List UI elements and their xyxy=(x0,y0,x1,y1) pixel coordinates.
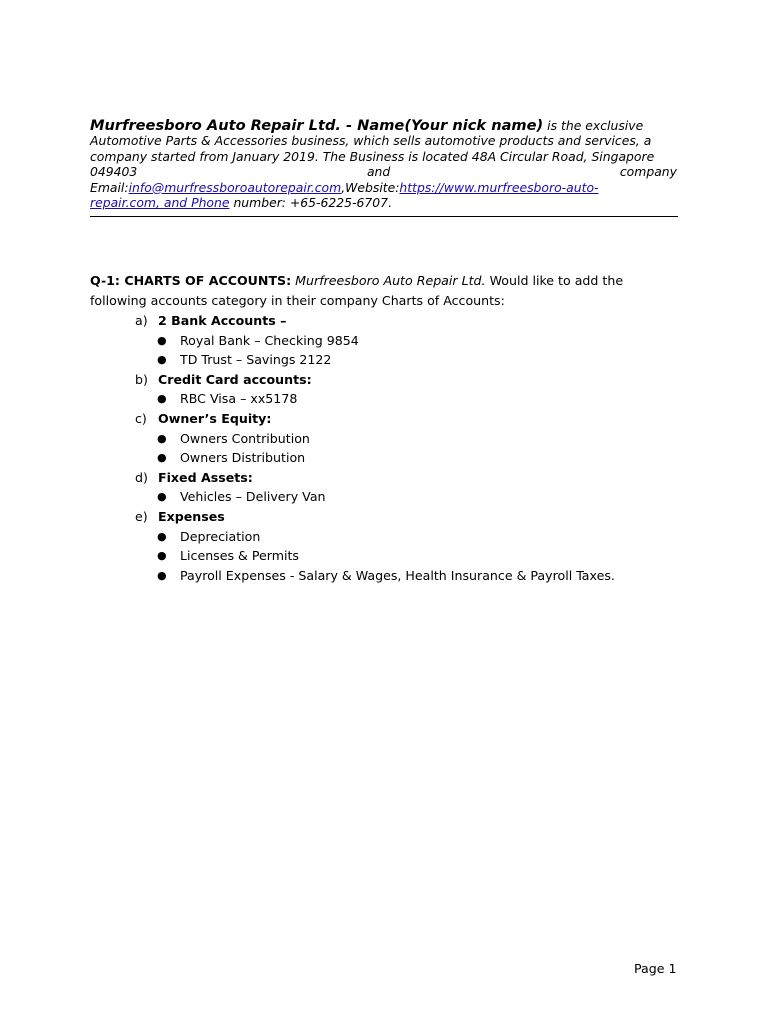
list-item xyxy=(135,331,695,351)
bullet-icon: ● xyxy=(157,392,167,406)
accounts-list xyxy=(135,311,695,585)
list-item xyxy=(135,527,695,547)
category-bank xyxy=(135,311,695,331)
category-letter: d) xyxy=(135,469,148,485)
header-contact-line xyxy=(90,180,677,195)
category-title: 2 Bank Accounts – xyxy=(158,313,287,328)
list-item xyxy=(135,546,695,566)
list-item-text: RBC Visa – xx5178 xyxy=(180,391,298,407)
category-title: Fixed Assets: xyxy=(158,469,253,485)
header-line4 xyxy=(90,164,677,179)
question-text-tail: Would like to add the xyxy=(489,273,624,288)
header-and: and xyxy=(366,164,391,180)
list-item-text: Owners Distribution xyxy=(180,450,306,466)
list-item-text: Licenses & Permits xyxy=(180,548,299,564)
bullet-icon: ● xyxy=(157,549,167,563)
category-fixed-assets xyxy=(135,468,695,488)
bullet-icon: ● xyxy=(157,490,167,504)
list-item xyxy=(135,448,695,468)
category-credit-card xyxy=(135,370,695,390)
page-number: Page 1 xyxy=(634,961,677,976)
category-letter: b) xyxy=(135,371,148,387)
email-label: Email: xyxy=(90,179,129,195)
category-title: Owner’s Equity: xyxy=(158,410,272,426)
category-title: Expenses xyxy=(158,508,225,524)
header-company-word: company xyxy=(619,164,677,180)
category-title: Credit Card accounts: xyxy=(158,371,312,387)
list-item xyxy=(135,566,695,586)
category-letter: e) xyxy=(135,508,148,524)
list-item xyxy=(135,487,695,507)
bullet-icon: ● xyxy=(157,353,167,367)
category-expenses xyxy=(135,507,695,527)
bullet-icon: ● xyxy=(157,431,167,445)
company-name: Murfreesboro Auto Repair Ltd. - Name(Your nick name) xyxy=(90,117,544,134)
website-link[interactable]: https://www.murfreesboro-auto- xyxy=(399,179,599,195)
question-label: Q-1: CHARTS OF ACCOUNTS: xyxy=(90,273,292,288)
bullet-icon: ● xyxy=(157,529,167,543)
header-line3: company started from January 2019. The Business is located 48A Circular Road, Singapore xyxy=(90,148,655,164)
category-letter: c) xyxy=(135,410,147,426)
list-item xyxy=(135,350,695,370)
postal-code: 049403 xyxy=(90,164,138,180)
list-item-text: Vehicles – Delivery Van xyxy=(180,489,326,505)
question-text-line2: following accounts category in their company Charts of Accounts: xyxy=(90,293,505,308)
list-item-text: Royal Bank – Checking 9854 xyxy=(180,332,359,348)
header-line1-tail: is the exclusive xyxy=(547,118,644,133)
category-owners-equity xyxy=(135,409,695,429)
bullet-icon: ● xyxy=(157,451,167,465)
email-link[interactable]: info@murfressboroautorepair.com xyxy=(128,179,342,195)
bullet-icon: ● xyxy=(157,333,167,347)
website-link-cont[interactable]: repair.com, and Phone xyxy=(90,195,230,211)
list-item-text: TD Trust – Savings 2122 xyxy=(180,352,332,368)
question-intro xyxy=(90,271,677,311)
website-label: ,Website: xyxy=(341,179,400,195)
list-item-text: Depreciation xyxy=(180,528,261,544)
list-item xyxy=(135,389,695,409)
bullet-icon: ● xyxy=(157,568,167,582)
list-item-text: Payroll Expenses - Salary & Wages, Health Insurance & Payroll Taxes. xyxy=(180,567,615,583)
question-company: Murfreesboro Auto Repair Ltd. xyxy=(295,273,486,288)
header-divider xyxy=(90,216,678,217)
phone-text: number: +65-6225-6707. xyxy=(229,195,393,211)
header-line2 xyxy=(90,133,677,148)
list-item-text: Owners Contribution xyxy=(180,430,310,446)
list-item xyxy=(135,429,695,449)
company-header xyxy=(90,118,677,210)
category-letter: a) xyxy=(135,313,148,328)
header-line2-text: Automotive Parts & Accessories business, which sells automotive products and services, a xyxy=(90,133,652,149)
header-contact-line2 xyxy=(90,195,677,210)
